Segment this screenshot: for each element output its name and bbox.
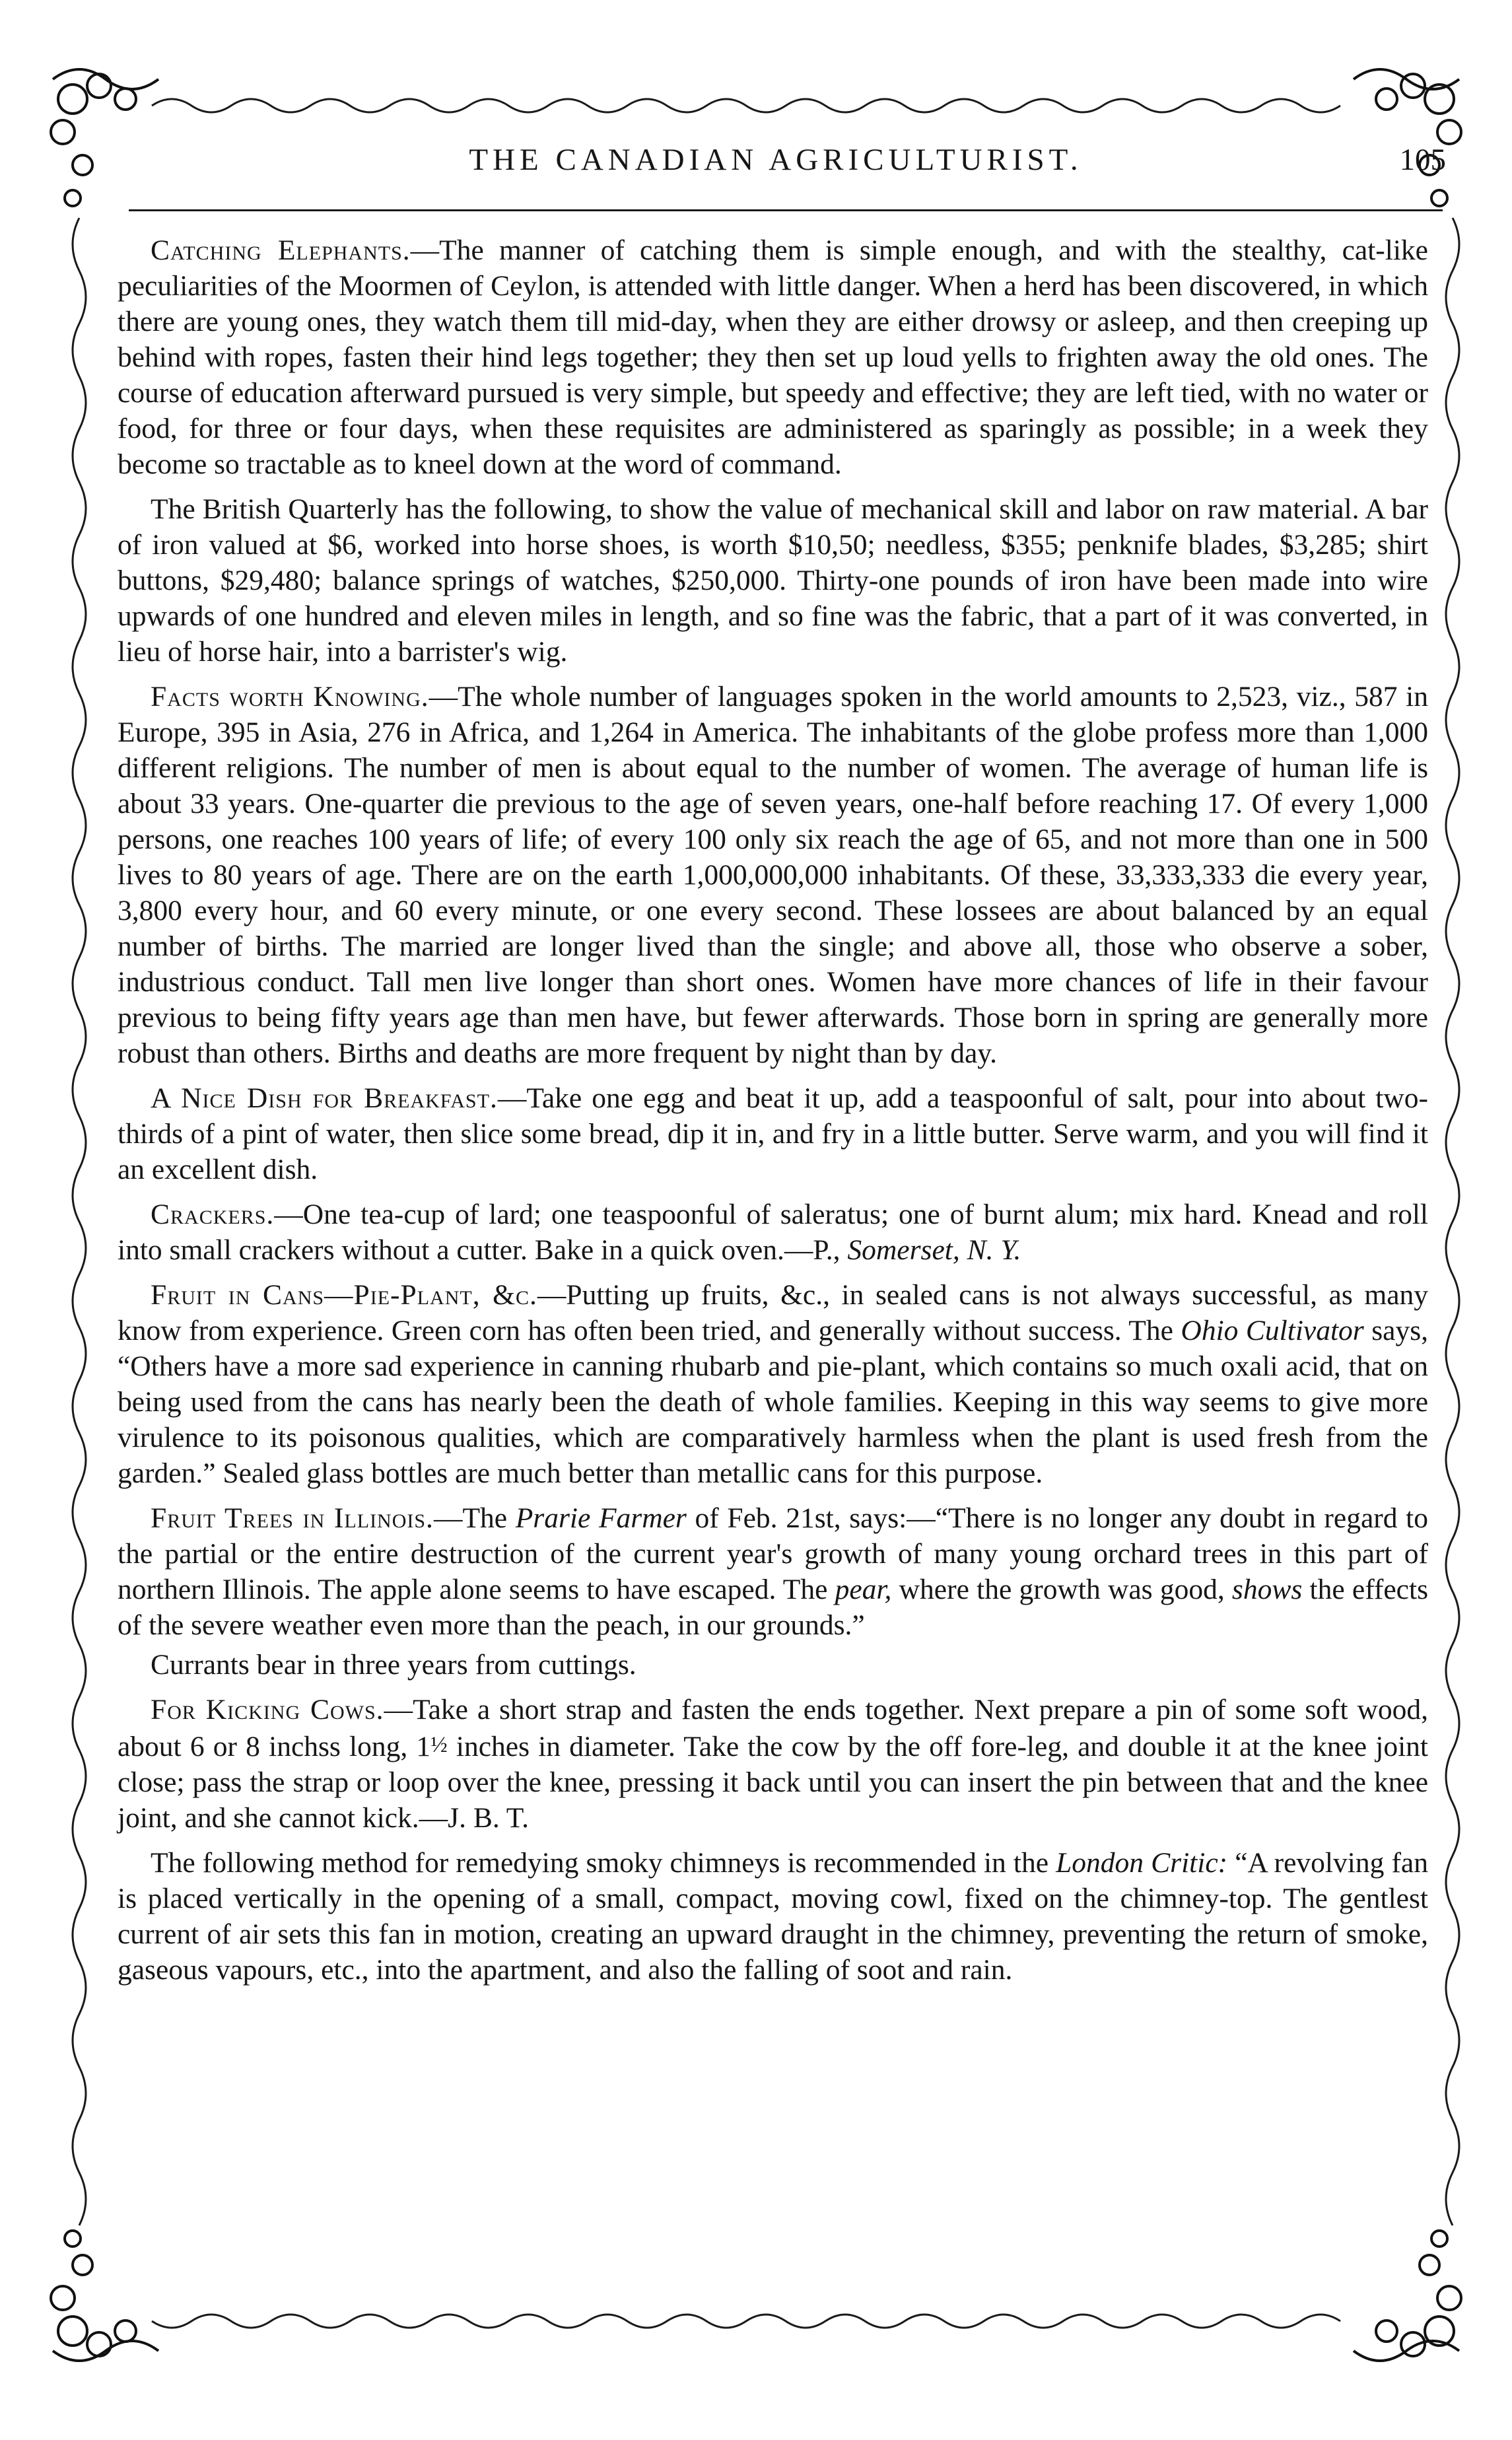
article-body: —The whole number of languages spoken in the world amounts to 2,523, viz., 587 in Europe, 395 in Asia, 276 in Africa, and 1,264 in America. The inhabitants of the globe profess more than 1,000 different religions. The number of men is about equal to the number of women. The average of human life is about 33 years. One-quarter die previous to the age of seven years, one-half before reaching 17. Of every 1,000 persons, one reaches 100 years of life; of every 100 only six reach the age of 65, and not more than one in 500 lives to 80 years of age. There are on the earth 1,000,000,000 inhabitants. Of these, 33,333,333 die every year, 3,800 every hour, and 60 every minute, or one every second. These lossees are about balanced by an equal number of births. The married are longer lived than the single; and above all, those who observe a sober, industrious conduct. Tall men live longer than short ones. Women have more chances of life in their favour previous to being fifty years age than men have, but fewer afterwards. Those born in spring are generally more robust than others. Births and deaths are more frequent by night than by day. [118,681,1429,1069]
right-flourish-line [1446,218,1459,2225]
article-heading: Facts worth Knowing. [151,681,429,713]
article-body: —The manner of catching them is simple enough, and with the stealthy, cat-like peculiarities of the Moormen of Ceylon, is attended with little danger. When a herd has been discovered, in which there are young ones, they watch them till mid-day, when they are either drowsy or asleep, and then creeping up behind with ropes, fasten their hind legs together; they then set up loud yells to frighten away the old ones. The course of education afterward pursued is very simple, but speedy and effective; they are left tied, with no water or food, for three or four days, when these requisites are administered as sparingly as possible; in a week they become so tractable as to kneel down at the word of command. [118,234,1428,480]
article-signature: Somerset, N. Y. [847,1234,1021,1266]
source-title: Ohio Cultivator [1181,1315,1364,1346]
article-nice-dish-for-breakfast [118,1080,1428,1187]
article-body: —One tea-cup of lard; one teaspoonful of saleratus; one of burnt alum; mix hard. Knead and roll into small crackers without a cutter. Bake in a quick oven.—P., [118,1199,1428,1266]
page-number: 105 [1399,143,1446,177]
article-for-kicking-cows [118,1692,1428,1836]
article-heading: Catching Elephants. [151,234,411,266]
article-body-part: inches in diameter. Take the cow by the off fore-leg, and double it at the knee joint close; pass the strap or loop over the knee, pressing it back until you can insert the pin between that and the knee joint, and she cannot kick.—J. B. T. [118,1731,1428,1834]
article-body-part: of Feb. 21st, says:—“There is no longer any doubt in regard to the partial or the entire destruction of the current year's growth of many young orchard trees in this part of northern Illinois. The apple alone seems to have escaped. The [118,1502,1428,1605]
corner-ornament-bottom-right [1354,2231,1461,2361]
article-heading: Fruit Trees in Illinois. [151,1502,434,1534]
article-currants [118,1647,1428,1683]
article-body-part: the effects of the severe weather even more than the peach, in our grounds.” [118,1574,1429,1641]
article-heading: A Nice Dish for Breakfast. [151,1082,498,1114]
article-body-part: —The [433,1502,516,1534]
article-body-part: where the growth was good, [891,1574,1232,1605]
article-body-part: —Take a short strap and fasten the ends together. Next prepare a pin of some soft wood, about 6 or 8 inchss long, 1 [118,1694,1428,1762]
article-facts-worth-knowing [118,679,1428,1071]
source-title: London Critic: [1056,1847,1228,1879]
article-heading: Fruit in Cans—Pie-Plant, &c. [151,1279,537,1311]
bottom-flourish-line [152,2315,1340,2328]
article-body-part: —Putting up fruits, &c., in sealed cans is not always successful, as many know from experience. Green corn has often been tried, and generally without success. The [118,1279,1428,1346]
article-catching-elephants [118,232,1428,482]
article-fruit-trees-in-illinois [118,1500,1428,1643]
top-flourish-line [152,99,1340,112]
emphasis-word: shows [1231,1574,1303,1605]
fraction: ½ [430,1733,448,1757]
article-heading: Crackers. [151,1199,275,1230]
article-heading: For Kicking Cows. [151,1694,384,1725]
corner-ornament-bottom-left [51,2231,158,2361]
header-rule [129,209,1443,211]
article-body: Currants bear in three years from cuttings. [151,1649,636,1681]
article-body-part: The following method for remedying smoky chimneys is recommended in the [151,1847,1056,1879]
article-body: The British Quarterly has the following, to show the value of mechanical skill and labor on raw material. A bar of iron valued at $6, worked into horse shoes, is worth $10,50; needless, $355; penknife blades, $3,285; shirt buttons, $29,480; balance springs of watches, $250,000. Thirty-one pounds of iron have been made into wire upwards of one hundred and eleven miles in length, and so fine was the fabric, that a part of it was converted, in lieu of horse hair, into a barrister's wig. [118,493,1428,668]
article-crackers [118,1197,1428,1268]
source-title: Prarie Farmer [515,1502,687,1534]
article-body: —Take one egg and beat it up, add a teaspoonful of salt, pour into about two-thirds of a pint of water, then slice some bread, dip it in, and fry in a little butter. Serve warm, and you will find it an excellent dish. [118,1082,1429,1185]
emphasis-word: pear, [835,1574,892,1605]
article-fruit-in-cans [118,1277,1428,1491]
article-smoky-chimneys [118,1845,1428,1988]
running-title: THE CANADIAN AGRICULTURIST. [469,143,1083,177]
page-header [106,140,1446,186]
article-british-quarterly [118,491,1428,670]
article-body-part: says, “Others have a more sad experience in canning rhubarb and pie-plant, which contains so much oxali acid, that on being used from the cans has nearly been the death of whole families. Keeping in this way seems to give more virulence to its poisonous qualities, which are comparatively harmless when the plant is used fresh from the garden.” Sealed glass bottles are much better than metallic cans for this purpose. [118,1315,1428,1489]
page-content [118,232,1428,1997]
article-body-part: “A revolving fan is placed vertically in the opening of a small, compact, moving cowl, fixed on the chimney-top. The gentlest current of air sets this fan in motion, creating an upward draught in the chimney, preventing the return of smoke, gaseous vapours, etc., into the apartment, and also the falling of soot and rain. [118,1847,1428,1986]
left-flourish-line [73,218,86,2225]
